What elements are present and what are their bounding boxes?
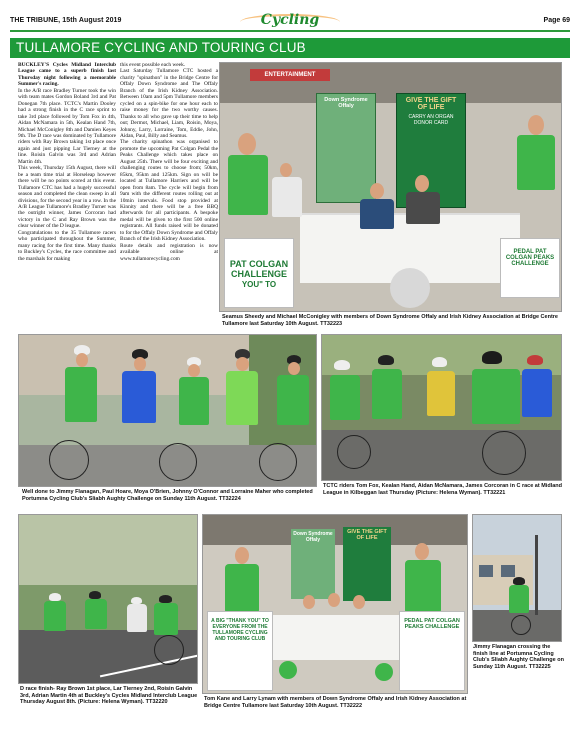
photo-spinathon-bridge-centre bbox=[219, 62, 562, 312]
down-syndrome-poster bbox=[316, 93, 376, 203]
article-paragraph: BUCKLEY'S Cycles Midland Interclub League came to a superb finish last Thursday night following a memorable Summer's racing. bbox=[18, 62, 116, 88]
pedal-pat-colgan-banner: PEDAL PAT COLGAN PEAKS CHALLENGE bbox=[500, 238, 560, 298]
organ-donor-poster bbox=[396, 93, 466, 208]
photo-caption: Jimmy Flanagan crossing the finish line at Portumna Cycling Club's Sliabh Aughty Challenge on Sunday 11th August. TT32225 bbox=[473, 644, 564, 670]
photo-caption: Seamus Sheedy and Michael McConigley with members of Down Syndrome Offaly and Irish Kidney Association at Bridge Centre Tullamore last Saturday 10th August. TT32223 bbox=[222, 314, 558, 327]
thank-you-banner-left: A BIG "THANK YOU" TO EVERYONE FROM THE TULLAMORE CYCLING AND TOURING CLUB bbox=[207, 611, 273, 691]
page-number: Page 69 bbox=[543, 17, 570, 24]
article-paragraph: Last Saturday Tullamore CTC hosted a charity "spinathon" in the Bridge Centre for Offaly Down Syndrome and The Offaly Branch of the Irish Kidney Association. Between 10am and 5pm Tullamore members cycled on a spin-bike for one hour each to raise money for the two worthy causes. Thanks to all who gave up their time to help out; Dermot, Michael, Liam, Roisin, Moya, Johnny, Larry, Lorraine, Tom, Eddie, John, Aidan, Paul, Billy and Seamus. bbox=[120, 68, 218, 139]
photo-caption: Well done to Jimmy Flanagan, Paul Hoare, Moya O'Brien, Johnny O'Connor and Lorraine Maher who completed Portumna Cycling Club's Sliabh Aughty Challenge on Sunday 11th August. TT32224 bbox=[22, 489, 313, 502]
photo-d-race-finish bbox=[18, 514, 198, 684]
photo-jimmy-flanagan-finish bbox=[472, 514, 562, 642]
section-title: Cycling bbox=[260, 12, 320, 28]
publication-date: THE TRIBUNE, 15th August 2019 bbox=[10, 17, 122, 24]
article-paragraph: Congratulations to the 35 Tullamore racers who participated throughout the Summer, many racing for the first time. Many thanks to Buckley's Cycles, the race committee and the marshals for making bbox=[18, 229, 116, 262]
article-paragraph: This week, Thursday 15th August, there will be a team time trial at Horseleap however there will be no points scored at this event. Tullamore CTC has had a hugely successful season and completed the clean sweep in all divisions, for the second year in a row. In the A/B League Tullamore's Bradley Turner was the outright winner, James Corcoran had victory in the C and Ray Brown was the clear winner of the D league. bbox=[18, 165, 116, 230]
photo-caption: Tom Kane and Larry Lynam with members of Down Syndrome Offaly and Irish Kidney Association at Bridge Centre Tullamore last Saturday 10th August. TT32222 bbox=[204, 696, 467, 709]
article-column-1 bbox=[18, 62, 116, 262]
photo-sliabh-aughty-group bbox=[18, 334, 317, 487]
poster-headline: GIVE THE GIFT OF LIFE bbox=[405, 97, 457, 111]
poster-title: Down Syndrome Offaly bbox=[324, 97, 368, 109]
article-paragraph: Route details and registration is now available online at www.tullamorecycling.com bbox=[120, 242, 218, 262]
challenge-banner-left: PAT COLGAN CHALLENGE YOU" TO bbox=[224, 238, 294, 308]
poster-subline: CARRY AN ORGAN DONOR CARD bbox=[408, 114, 454, 126]
page-header bbox=[10, 14, 570, 32]
pedal-pat-colgan-banner: PEDAL PAT COLGAN PEAKS CHALLENGE bbox=[399, 611, 465, 691]
photo-spinathon-group-table bbox=[202, 514, 468, 694]
photo-caption: TCTC riders Tom Fox, Kealan Hand, Aidan McNamara, James Corcoran in C race at Midland League in Kilbeggan last Thursday (Picture: Helena Wyman). TT32221 bbox=[323, 483, 563, 496]
article-column-2 bbox=[120, 62, 218, 262]
photo-caption: D race finish- Ray Brown 1st place, Lar Tierney 2nd, Roisin Galvin 3rd, Adrian Martin 4th at Buckley's Cycles Midland Interclub League Thursday August 8th. (Picture: Helena Wyman). TT32220 bbox=[20, 686, 198, 706]
article-paragraph: this event possible each week. bbox=[120, 62, 186, 68]
organ-donor-poster: GIVE THE GIFT OF LIFE bbox=[343, 527, 391, 601]
shop-sign: ENTERTAINMENT bbox=[250, 69, 330, 81]
article-paragraph: In the A/B race Bradley Turner took the win with team mates Gordon Boland 3rd and Pat Donegan 7th place. TCTC's Martin Dooley had a strong finish in the C race sprint to take 3rd place followed by Tom Fox in 4th, Aidan McNamara in 5th, Kealan Hand 7th, Michael McConigley 8th and Damien Keyes 9th. The D race was dominated by Tullamore riders with Ray Brown taking 1st place once again and just pipping Lar Tierney at the line. Roisin Galvin was 3rd and Adrian Martin 4th. bbox=[18, 87, 116, 165]
club-banner: TULLAMORE CYCLING AND TOURING CLUB bbox=[10, 38, 570, 58]
photo-c-race-kilbeggan bbox=[321, 334, 562, 481]
down-syndrome-poster: Down Syndrome Offaly bbox=[291, 529, 335, 599]
article-paragraph: The charity spinathon was organised to promote the upcoming Pat Colgan Pedal the Peaks Challenge which takes place on August 25th. There will be four exciting and challenging routes to choose from; 50km, 85km, 95km and 125km. Sign on will be located at Tullamore Harriers and will be open from 8am. The cycle will begin from 9am with the different routes rolling out at 10min intervals. Food stop provided at Kinnity and there will be a free BBQ afterwards for all participants. A bespoke medal will be given to the first 500 online registrants. All funds raised will be donated to for the Offaly Down Syndrome and Offaly Branch of the Irish Kidney Association. bbox=[120, 139, 218, 243]
